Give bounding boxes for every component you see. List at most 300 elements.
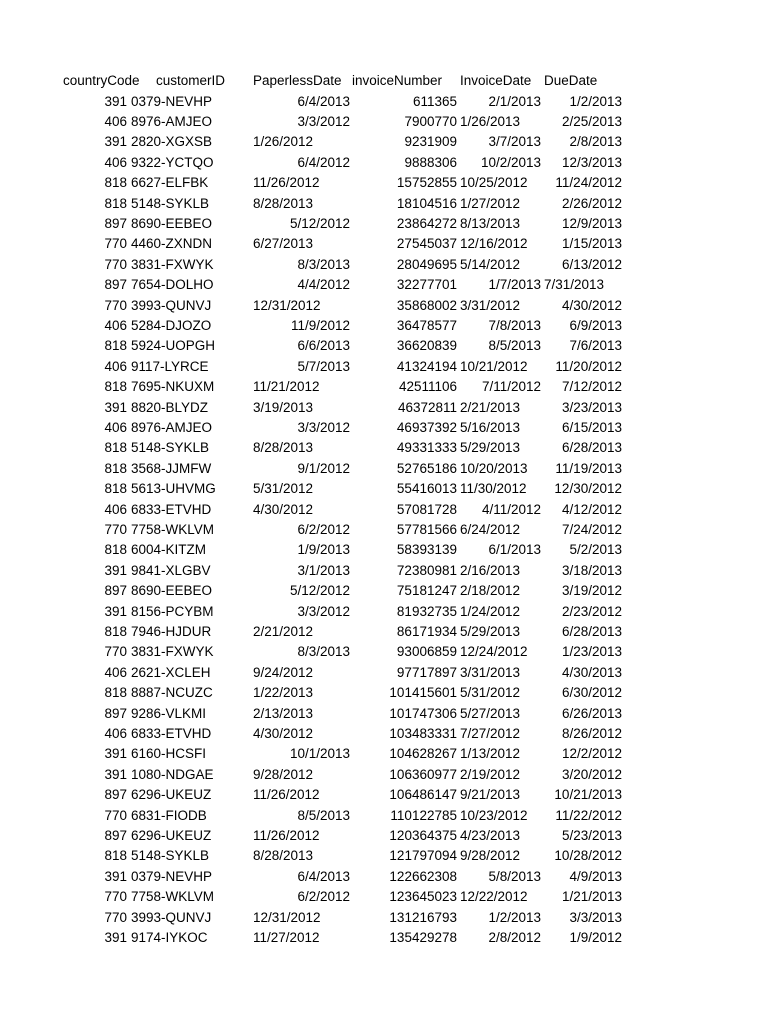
customer-id-cell: 1080-NDGAE — [131, 766, 214, 782]
invoice-date-cell: 1/26/2013 — [460, 113, 521, 129]
country-code-cell: 897 — [104, 705, 127, 721]
due-date-cell: 7/31/2013 — [544, 277, 605, 293]
due-date-cell: 12/3/2013 — [561, 154, 622, 170]
paperless-date-cell: 3/19/2013 — [253, 399, 314, 415]
invoice-number-cell: 57781566 — [396, 521, 457, 537]
paperless-date-cell: 5/7/2013 — [297, 358, 350, 374]
paperless-date-cell: 6/2/2012 — [297, 889, 350, 905]
customer-id-cell: 7695-NKUXM — [131, 379, 215, 395]
customer-id-cell: 8976-AMJEO — [131, 419, 213, 435]
country-code-cell: 897 — [104, 277, 127, 293]
invoice-number-cell: 103483331 — [389, 725, 457, 741]
customer-id-cell: 9286-VLKMI — [131, 705, 207, 721]
customer-id-cell: 8976-AMJEO — [131, 113, 213, 129]
country-code-cell: 818 — [104, 379, 127, 395]
invoice-number-cell: 58393139 — [396, 542, 457, 558]
customer-id-cell: 6833-ETVHD — [131, 501, 212, 517]
invoice-number-cell: 120364375 — [389, 827, 457, 843]
paperless-date-cell: 11/26/2012 — [253, 175, 320, 191]
country-code-cell: 406 — [104, 317, 127, 333]
invoice-number-cell: 101415601 — [389, 685, 457, 701]
country-code-cell: 391 — [104, 746, 127, 762]
country-code-cell: 391 — [104, 134, 127, 150]
country-code-cell: 770 — [104, 521, 127, 537]
country-code-cell: 391 — [104, 399, 127, 415]
invoice-number-cell: 101747306 — [389, 705, 457, 721]
invoice-date-cell: 10/2/2013 — [480, 154, 541, 170]
invoice-date-cell: 5/14/2012 — [460, 256, 521, 272]
invoice-number-cell: 27545037 — [396, 236, 457, 252]
country-code-cell: 391 — [104, 929, 127, 945]
invoice-number-cell: 57081728 — [396, 501, 457, 517]
paperless-date-cell: 8/3/2013 — [297, 644, 350, 660]
due-date-cell: 7/24/2012 — [561, 521, 622, 537]
due-date-cell: 2/23/2012 — [561, 603, 622, 619]
paperless-date-cell: 9/24/2012 — [253, 664, 314, 680]
due-date-cell: 8/26/2012 — [561, 725, 622, 741]
table-row — [0, 908, 768, 928]
country-code-cell: 391 — [104, 603, 127, 619]
paperless-date-cell: 6/4/2012 — [297, 154, 350, 170]
customer-id-cell: 6831-FIODB — [131, 807, 207, 823]
country-code-cell: 897 — [104, 827, 127, 843]
header-duedate: DueDate — [544, 73, 598, 88]
invoice-date-cell: 12/22/2012 — [460, 889, 528, 905]
table-row — [0, 336, 768, 356]
customer-id-cell: 6627-ELFBK — [131, 175, 209, 191]
table-row — [0, 744, 768, 764]
table-row — [0, 785, 768, 805]
table-row — [0, 561, 768, 581]
table-row — [0, 540, 768, 560]
paperless-date-cell: 4/30/2012 — [253, 725, 314, 741]
customer-id-cell: 6004-KITZM — [131, 542, 207, 558]
invoice-date-cell: 8/13/2013 — [460, 215, 521, 231]
customer-id-cell: 8156-PCYBM — [131, 603, 214, 619]
table-row — [0, 806, 768, 826]
due-date-cell: 1/15/2013 — [561, 236, 622, 252]
table-row — [0, 92, 768, 112]
due-date-cell: 4/30/2012 — [561, 297, 622, 313]
due-date-cell: 11/20/2012 — [555, 358, 622, 374]
country-code-cell: 818 — [104, 542, 127, 558]
table-row — [0, 132, 768, 152]
country-code-cell: 770 — [104, 644, 127, 660]
table-row — [0, 275, 768, 295]
invoice-number-cell: 15752855 — [396, 175, 457, 191]
table-row — [0, 867, 768, 887]
invoice-number-cell: 46937392 — [396, 419, 457, 435]
header-customerid: customerID — [156, 73, 226, 88]
invoice-date-cell: 5/29/2013 — [460, 623, 521, 639]
customer-id-cell: 5148-SYKLB — [131, 848, 210, 864]
due-date-cell: 3/18/2013 — [561, 562, 622, 578]
country-code-cell: 818 — [104, 481, 127, 497]
country-code-cell: 818 — [104, 175, 127, 191]
paperless-date-cell: 11/9/2012 — [290, 317, 350, 333]
paperless-date-cell: 5/12/2012 — [289, 215, 350, 231]
customer-id-cell: 3831-FXWYK — [131, 256, 214, 272]
invoice-date-cell: 1/24/2012 — [460, 603, 521, 619]
customer-id-cell: 5148-SYKLB — [131, 440, 210, 456]
country-code-cell: 406 — [104, 358, 127, 374]
due-date-cell: 12/2/2012 — [561, 746, 622, 762]
paperless-date-cell: 4/4/2012 — [297, 277, 350, 293]
paperless-date-cell: 1/26/2012 — [253, 134, 314, 150]
paperless-date-cell: 5/31/2012 — [253, 481, 314, 497]
invoice-date-cell: 11/30/2012 — [460, 481, 527, 497]
due-date-cell: 1/23/2013 — [561, 644, 622, 660]
country-code-cell: 897 — [104, 583, 127, 599]
paperless-date-cell: 8/28/2013 — [253, 195, 314, 211]
paperless-date-cell: 4/30/2012 — [253, 501, 314, 517]
country-code-cell: 818 — [104, 440, 127, 456]
customer-id-cell: 6296-UKEUZ — [131, 787, 212, 803]
invoice-date-cell: 8/5/2013 — [488, 338, 541, 354]
invoice-date-cell: 5/31/2012 — [460, 685, 521, 701]
table-row — [0, 479, 768, 499]
country-code-cell: 770 — [104, 297, 127, 313]
invoice-date-cell: 12/16/2012 — [460, 236, 528, 252]
invoice-number-cell: 72380981 — [396, 562, 457, 578]
customer-id-cell: 8887-NCUZC — [131, 685, 213, 701]
invoice-date-cell: 1/13/2012 — [460, 746, 521, 762]
due-date-cell: 4/30/2013 — [561, 664, 622, 680]
due-date-cell: 5/23/2013 — [561, 827, 622, 843]
due-date-cell: 2/26/2012 — [561, 195, 622, 211]
customer-id-cell: 6296-UKEUZ — [131, 827, 212, 843]
invoice-number-cell: 110122785 — [390, 807, 457, 823]
invoice-date-cell: 1/2/2013 — [488, 909, 541, 925]
paperless-date-cell: 9/28/2012 — [253, 766, 314, 782]
table-row — [0, 296, 768, 316]
paperless-date-cell: 12/31/2012 — [253, 909, 321, 925]
country-code-cell: 391 — [104, 868, 127, 884]
table-row — [0, 153, 768, 173]
customer-id-cell: 5284-DJOZO — [131, 317, 212, 333]
country-code-cell: 770 — [104, 256, 127, 272]
invoice-date-cell: 7/27/2012 — [460, 725, 521, 741]
invoice-number-cell: 81932735 — [396, 603, 457, 619]
invoice-number-cell: 7900770 — [404, 113, 457, 129]
customer-id-cell: 5613-UHVMG — [131, 481, 216, 497]
due-date-cell: 3/19/2012 — [561, 583, 622, 599]
invoice-date-cell: 4/23/2013 — [460, 827, 521, 843]
country-code-cell: 818 — [104, 338, 127, 354]
invoice-number-cell: 104628267 — [389, 746, 457, 762]
paperless-date-cell: 6/27/2013 — [253, 236, 314, 252]
header-paperlessdate: PaperlessDate — [253, 73, 342, 88]
country-code-cell: 406 — [104, 501, 127, 517]
due-date-cell: 12/9/2013 — [561, 215, 622, 231]
country-code-cell: 406 — [104, 419, 127, 435]
country-code-cell: 818 — [104, 848, 127, 864]
customer-id-cell: 3993-QUNVJ — [131, 909, 212, 925]
invoice-number-cell: 32277701 — [396, 277, 457, 293]
paperless-date-cell: 1/9/2013 — [297, 542, 350, 558]
table-row — [0, 255, 768, 275]
invoice-date-cell: 1/27/2012 — [460, 195, 521, 211]
due-date-cell: 1/2/2013 — [569, 93, 622, 109]
invoice-number-cell: 46372811 — [397, 399, 457, 415]
customer-id-cell: 7654-DOLHO — [131, 277, 214, 293]
country-code-cell: 770 — [104, 889, 127, 905]
paperless-date-cell: 8/28/2013 — [253, 848, 314, 864]
invoice-date-cell: 2/19/2012 — [460, 766, 521, 782]
customer-id-cell: 6160-HCSFI — [131, 746, 207, 762]
invoice-number-cell: 93006859 — [396, 644, 457, 660]
invoice-date-cell: 2/8/2012 — [488, 929, 541, 945]
due-date-cell: 10/28/2012 — [554, 848, 622, 864]
invoice-number-cell: 28049695 — [396, 256, 457, 272]
due-date-cell: 3/3/2013 — [569, 909, 622, 925]
due-date-cell: 6/30/2012 — [561, 685, 622, 701]
paperless-date-cell: 3/3/2012 — [297, 113, 350, 129]
table-row — [0, 500, 768, 520]
customer-id-cell: 3831-FXWYK — [131, 644, 214, 660]
invoice-number-cell: 135429278 — [389, 929, 457, 945]
due-date-cell: 6/13/2012 — [561, 256, 622, 272]
country-code-cell: 818 — [104, 623, 127, 639]
customer-id-cell: 0379-NEVHP — [131, 93, 213, 109]
invoice-date-cell: 2/21/2013 — [460, 399, 521, 415]
invoice-number-cell: 131216793 — [389, 909, 457, 925]
table-row — [0, 418, 768, 438]
paperless-date-cell: 12/31/2012 — [253, 297, 321, 313]
table-row — [0, 520, 768, 540]
country-code-cell: 818 — [104, 195, 127, 211]
invoice-date-cell: 5/16/2013 — [460, 419, 521, 435]
invoice-date-cell: 5/27/2013 — [460, 705, 521, 721]
paperless-date-cell: 11/21/2012 — [253, 379, 320, 395]
invoice-number-cell: 121797094 — [389, 848, 457, 864]
paperless-date-cell: 6/4/2013 — [297, 93, 350, 109]
customer-id-cell: 9841-XLGBV — [131, 562, 211, 578]
country-code-cell: 818 — [104, 685, 127, 701]
country-code-cell: 897 — [104, 215, 127, 231]
country-code-cell: 406 — [104, 725, 127, 741]
customer-id-cell: 4460-ZXNDN — [131, 236, 213, 252]
customer-id-cell: 7758-WKLVM — [131, 521, 215, 537]
due-date-cell: 1/21/2013 — [561, 889, 622, 905]
table-row — [0, 357, 768, 377]
paperless-date-cell: 5/12/2012 — [289, 583, 350, 599]
table-row — [0, 826, 768, 846]
due-date-cell: 3/20/2012 — [561, 766, 622, 782]
table-row — [0, 724, 768, 744]
table-row — [0, 887, 768, 907]
paperless-date-cell: 10/1/2013 — [289, 746, 350, 762]
due-date-cell: 11/22/2012 — [555, 807, 622, 823]
invoice-date-cell: 1/7/2013 — [488, 277, 541, 293]
invoice-number-cell: 106486147 — [389, 787, 457, 803]
invoice-date-cell: 9/28/2012 — [460, 848, 521, 864]
due-date-cell: 2/25/2013 — [561, 113, 622, 129]
customer-id-cell: 3993-QUNVJ — [131, 297, 212, 313]
paperless-date-cell: 8/28/2013 — [253, 440, 314, 456]
due-date-cell: 4/9/2013 — [569, 868, 622, 884]
invoice-number-cell: 41324194 — [396, 358, 457, 374]
paperless-date-cell: 3/1/2013 — [297, 562, 350, 578]
invoice-date-cell: 2/1/2013 — [488, 93, 541, 109]
due-date-cell: 1/9/2012 — [569, 929, 622, 945]
invoice-date-cell: 3/7/2013 — [488, 134, 541, 150]
table-row — [0, 928, 768, 948]
table-row — [0, 683, 768, 703]
customer-id-cell: 7758-WKLVM — [131, 889, 215, 905]
customer-id-cell: 8820-BLYDZ — [131, 399, 209, 415]
paperless-date-cell: 8/3/2013 — [297, 256, 350, 272]
table-row — [0, 846, 768, 866]
invoice-number-cell: 86171934 — [396, 623, 457, 639]
invoice-date-cell: 10/21/2012 — [460, 358, 528, 374]
invoice-number-cell: 123645023 — [389, 889, 457, 905]
table-row — [0, 602, 768, 622]
table-row — [0, 622, 768, 642]
invoice-number-cell: 42511106 — [398, 379, 457, 395]
table-row — [0, 214, 768, 234]
customer-id-cell: 7946-HJDUR — [131, 623, 212, 639]
invoice-number-cell: 122662308 — [389, 868, 457, 884]
paperless-date-cell: 3/3/2012 — [297, 419, 350, 435]
invoice-number-cell: 36620839 — [396, 338, 457, 354]
invoice-date-cell: 2/18/2012 — [460, 583, 521, 599]
invoice-date-cell: 6/24/2012 — [460, 521, 521, 537]
header-invoicedate: InvoiceDate — [460, 73, 532, 88]
customer-id-cell: 9174-IYKOC — [131, 929, 208, 945]
invoice-date-cell: 10/20/2013 — [460, 460, 528, 476]
invoice-date-cell: 3/31/2013 — [460, 664, 521, 680]
invoice-date-cell: 5/29/2013 — [460, 440, 521, 456]
country-code-cell: 818 — [104, 460, 127, 476]
country-code-cell: 391 — [104, 562, 127, 578]
table-row — [0, 765, 768, 785]
due-date-cell: 2/8/2013 — [569, 134, 622, 150]
due-date-cell: 6/28/2013 — [561, 440, 622, 456]
paperless-date-cell: 11/27/2012 — [253, 929, 320, 945]
due-date-cell: 7/6/2013 — [569, 338, 622, 354]
table-row — [0, 438, 768, 458]
customer-id-cell: 3568-JJMFW — [131, 460, 212, 476]
customer-id-cell: 2621-XCLEH — [131, 664, 211, 680]
customer-id-cell: 9117-LYRCE — [131, 358, 209, 374]
customer-id-cell: 8690-EEBEO — [131, 215, 213, 231]
paperless-date-cell: 11/26/2012 — [253, 787, 320, 803]
paperless-date-cell: 2/13/2013 — [253, 705, 314, 721]
paperless-date-cell: 2/21/2012 — [253, 623, 314, 639]
header-countrycode: countryCode — [63, 73, 140, 88]
invoice-number-cell: 75181247 — [396, 583, 457, 599]
invoice-date-cell: 7/11/2012 — [481, 379, 541, 395]
customer-id-cell: 5148-SYKLB — [131, 195, 210, 211]
country-code-cell: 770 — [104, 807, 127, 823]
table-row — [0, 398, 768, 418]
invoice-number-cell: 35868002 — [396, 297, 457, 313]
invoice-date-cell: 7/8/2013 — [488, 317, 541, 333]
due-date-cell: 6/9/2013 — [569, 317, 622, 333]
table-row — [0, 581, 768, 601]
paperless-date-cell: 8/5/2013 — [297, 807, 350, 823]
invoice-date-cell: 2/16/2013 — [460, 562, 521, 578]
paperless-date-cell: 11/26/2012 — [253, 827, 320, 843]
invoice-date-cell: 10/23/2012 — [460, 807, 528, 823]
due-date-cell: 5/2/2013 — [569, 542, 622, 558]
invoice-number-cell: 49331333 — [396, 440, 457, 456]
country-code-cell: 391 — [104, 93, 127, 109]
table-row — [0, 173, 768, 193]
table-row — [0, 704, 768, 724]
country-code-cell: 406 — [104, 664, 127, 680]
invoice-date-cell: 5/8/2013 — [488, 868, 541, 884]
country-code-cell: 770 — [104, 909, 127, 925]
country-code-cell: 406 — [104, 154, 127, 170]
table-row — [0, 112, 768, 132]
due-date-cell: 11/24/2012 — [555, 175, 622, 191]
paperless-date-cell: 9/1/2012 — [297, 460, 350, 476]
paperless-date-cell: 3/3/2012 — [297, 603, 350, 619]
due-date-cell: 3/23/2013 — [561, 399, 622, 415]
paperless-date-cell: 6/6/2013 — [297, 338, 350, 354]
country-code-cell: 897 — [104, 787, 127, 803]
invoice-number-cell: 106360977 — [389, 766, 457, 782]
paperless-date-cell: 6/4/2013 — [297, 868, 350, 884]
invoice-number-cell: 97717897 — [396, 664, 457, 680]
table-row — [0, 663, 768, 683]
invoice-number-cell: 36478577 — [396, 317, 457, 333]
invoice-date-cell: 6/1/2013 — [488, 542, 541, 558]
customer-id-cell: 8690-EEBEO — [131, 583, 213, 599]
table-row — [0, 316, 768, 336]
customer-id-cell: 5924-UOPGH — [131, 338, 216, 354]
table-row — [0, 642, 768, 662]
table-row — [0, 377, 768, 397]
customer-id-cell: 0379-NEVHP — [131, 868, 213, 884]
due-date-cell: 7/12/2012 — [561, 379, 622, 395]
table-row — [0, 194, 768, 214]
header-invoicenumber: invoiceNumber — [352, 73, 443, 88]
invoice-date-cell: 12/24/2012 — [460, 644, 528, 660]
due-date-cell: 6/26/2013 — [561, 705, 622, 721]
invoice-number-cell: 55416013 — [396, 481, 457, 497]
country-code-cell: 406 — [104, 113, 127, 129]
invoice-date-cell: 3/31/2012 — [460, 297, 521, 313]
invoice-number-cell: 52765186 — [396, 460, 457, 476]
due-date-cell: 6/28/2013 — [561, 623, 622, 639]
invoice-date-cell: 9/21/2013 — [460, 787, 521, 803]
customer-id-cell: 9322-YCTQO — [131, 154, 214, 170]
paperless-date-cell: 6/2/2012 — [297, 521, 350, 537]
due-date-cell: 6/15/2013 — [561, 419, 622, 435]
invoice-number-cell: 9888306 — [404, 154, 457, 170]
due-date-cell: 11/19/2013 — [555, 460, 622, 476]
paperless-date-cell: 1/22/2013 — [253, 685, 314, 701]
customer-id-cell: 6833-ETVHD — [131, 725, 212, 741]
invoice-number-cell: 611365 — [412, 93, 457, 109]
table-row — [0, 459, 768, 479]
country-code-cell: 770 — [104, 236, 127, 252]
invoice-date-cell: 10/25/2012 — [460, 175, 528, 191]
table-row — [0, 234, 768, 254]
country-code-cell: 391 — [104, 766, 127, 782]
invoice-number-cell: 9231909 — [404, 134, 457, 150]
customer-id-cell: 2820-XGXSB — [131, 134, 213, 150]
due-date-cell: 12/30/2012 — [554, 481, 622, 497]
invoice-number-cell: 18104516 — [396, 195, 457, 211]
due-date-cell: 4/12/2012 — [561, 501, 622, 517]
invoice-date-cell: 4/11/2012 — [481, 501, 541, 517]
due-date-cell: 10/21/2013 — [554, 787, 622, 803]
invoice-number-cell: 23864272 — [396, 215, 457, 231]
